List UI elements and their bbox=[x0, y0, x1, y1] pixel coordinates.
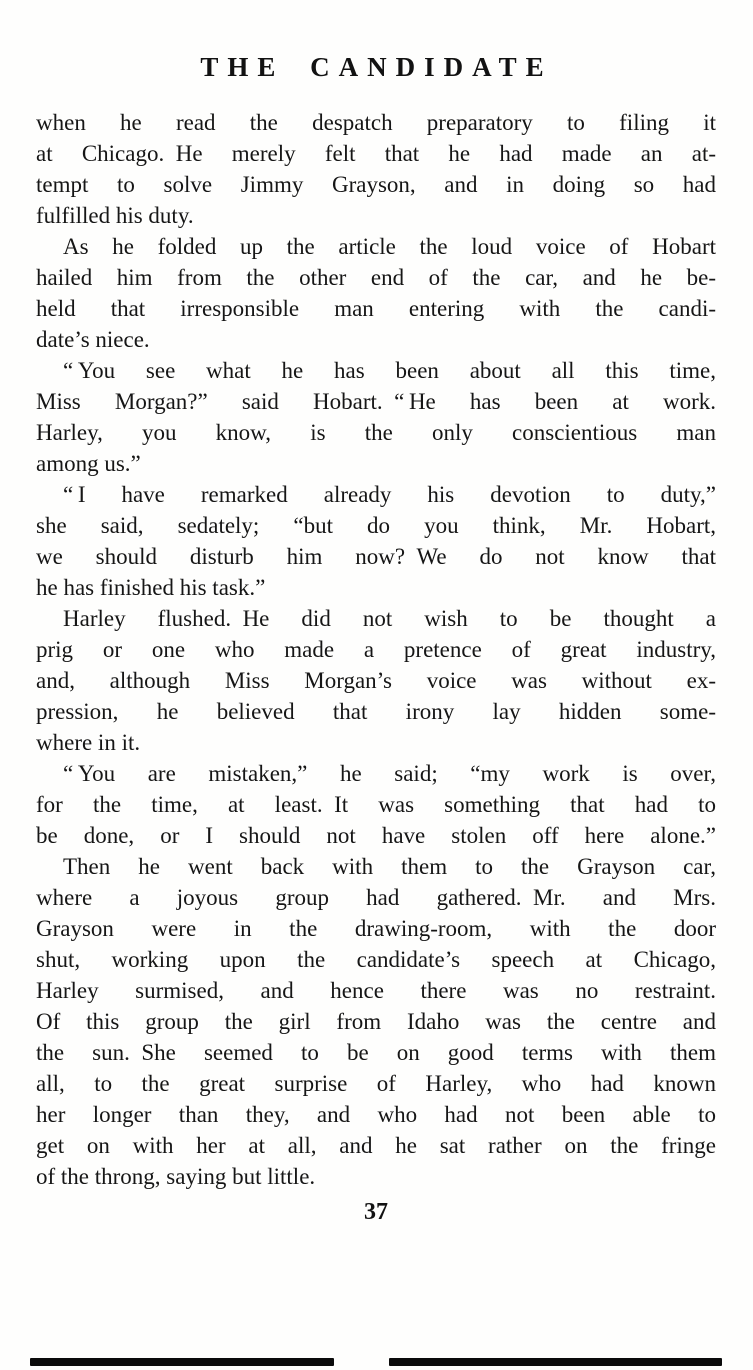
text-line: all, to the great surprise of Harley, who had known bbox=[36, 1071, 716, 1096]
text-line: prig or one who made a pretence of great industry, bbox=[36, 637, 716, 662]
paragraph bbox=[36, 231, 716, 355]
paragraph bbox=[36, 479, 716, 603]
scan-artifact-bar-left bbox=[30, 1358, 334, 1366]
text-line: As he folded up the article the loud voice of Hobart bbox=[63, 234, 716, 259]
text-line: for the time, at least. It was something that had to bbox=[36, 792, 716, 817]
paragraph bbox=[36, 107, 716, 231]
text-line: hailed him from the other end of the car, and he be- bbox=[36, 265, 716, 290]
text-line: Grayson were in the drawing-room, with the door bbox=[36, 916, 716, 941]
text-line: “ I have remarked already his devotion to duty,” bbox=[63, 482, 716, 507]
text-line: held that irresponsible man entering with the candi- bbox=[36, 296, 716, 321]
text-line: among us.” bbox=[36, 451, 141, 476]
paragraph bbox=[36, 758, 716, 851]
text-line: at Chicago. He merely felt that he had made an at- bbox=[36, 141, 716, 166]
page-title: THE CANDIDATE bbox=[200, 52, 553, 82]
paragraph bbox=[36, 603, 716, 758]
text-line: we should disturb him now? We do not know that bbox=[36, 544, 716, 569]
text-line: Harley, you know, is the only conscientious man bbox=[36, 420, 716, 445]
text-line: Harley surmised, and hence there was no restraint. bbox=[36, 978, 716, 1003]
text-line: get on with her at all, and he sat rather on the fringe bbox=[36, 1133, 716, 1158]
body-text bbox=[36, 107, 716, 1192]
text-line: tempt to solve Jimmy Grayson, and in doing so had bbox=[36, 172, 716, 197]
text-line: of the throng, saying but little. bbox=[36, 1164, 316, 1189]
text-line: Miss Morgan?” said Hobart. “ He has been at work. bbox=[36, 389, 716, 414]
text-line: her longer than they, and who had not been able to bbox=[36, 1102, 716, 1127]
text-line: where a joyous group had gathered. Mr. and Mrs. bbox=[36, 885, 716, 910]
scan-artifact-bar-right bbox=[389, 1358, 722, 1366]
text-line: when he read the despatch preparatory to filing it bbox=[36, 110, 716, 135]
text-line: “ You see what he has been about all this time, bbox=[63, 358, 716, 383]
text-line: fulfilled his duty. bbox=[36, 203, 194, 228]
paragraph bbox=[36, 355, 716, 479]
text-line: Of this group the girl from Idaho was the centre and bbox=[36, 1009, 716, 1034]
text-line: be done, or I should not have stolen off here alone.” bbox=[36, 823, 716, 848]
text-line: pression, he believed that irony lay hidden some- bbox=[36, 699, 716, 724]
text-line: the sun. She seemed to be on good terms with them bbox=[36, 1040, 716, 1065]
page-number: 37 bbox=[364, 1199, 388, 1225]
text-line: and, although Miss Morgan’s voice was without ex- bbox=[36, 668, 716, 693]
text-line: Then he went back with them to the Grayson car, bbox=[63, 854, 716, 879]
text-line: Harley flushed. He did not wish to be thought a bbox=[63, 606, 716, 631]
text-line: where in it. bbox=[36, 730, 141, 755]
text-line: shut, working upon the candidate’s speech at Chicago, bbox=[36, 947, 716, 972]
text-line: she said, sedately; “but do you think, Mr. Hobart, bbox=[36, 513, 716, 538]
text-line: date’s niece. bbox=[36, 327, 150, 352]
paragraph bbox=[36, 851, 716, 1192]
text-line: “ You are mistaken,” he said; “my work is over, bbox=[63, 761, 716, 786]
text-line: he has finished his task.” bbox=[36, 575, 266, 600]
